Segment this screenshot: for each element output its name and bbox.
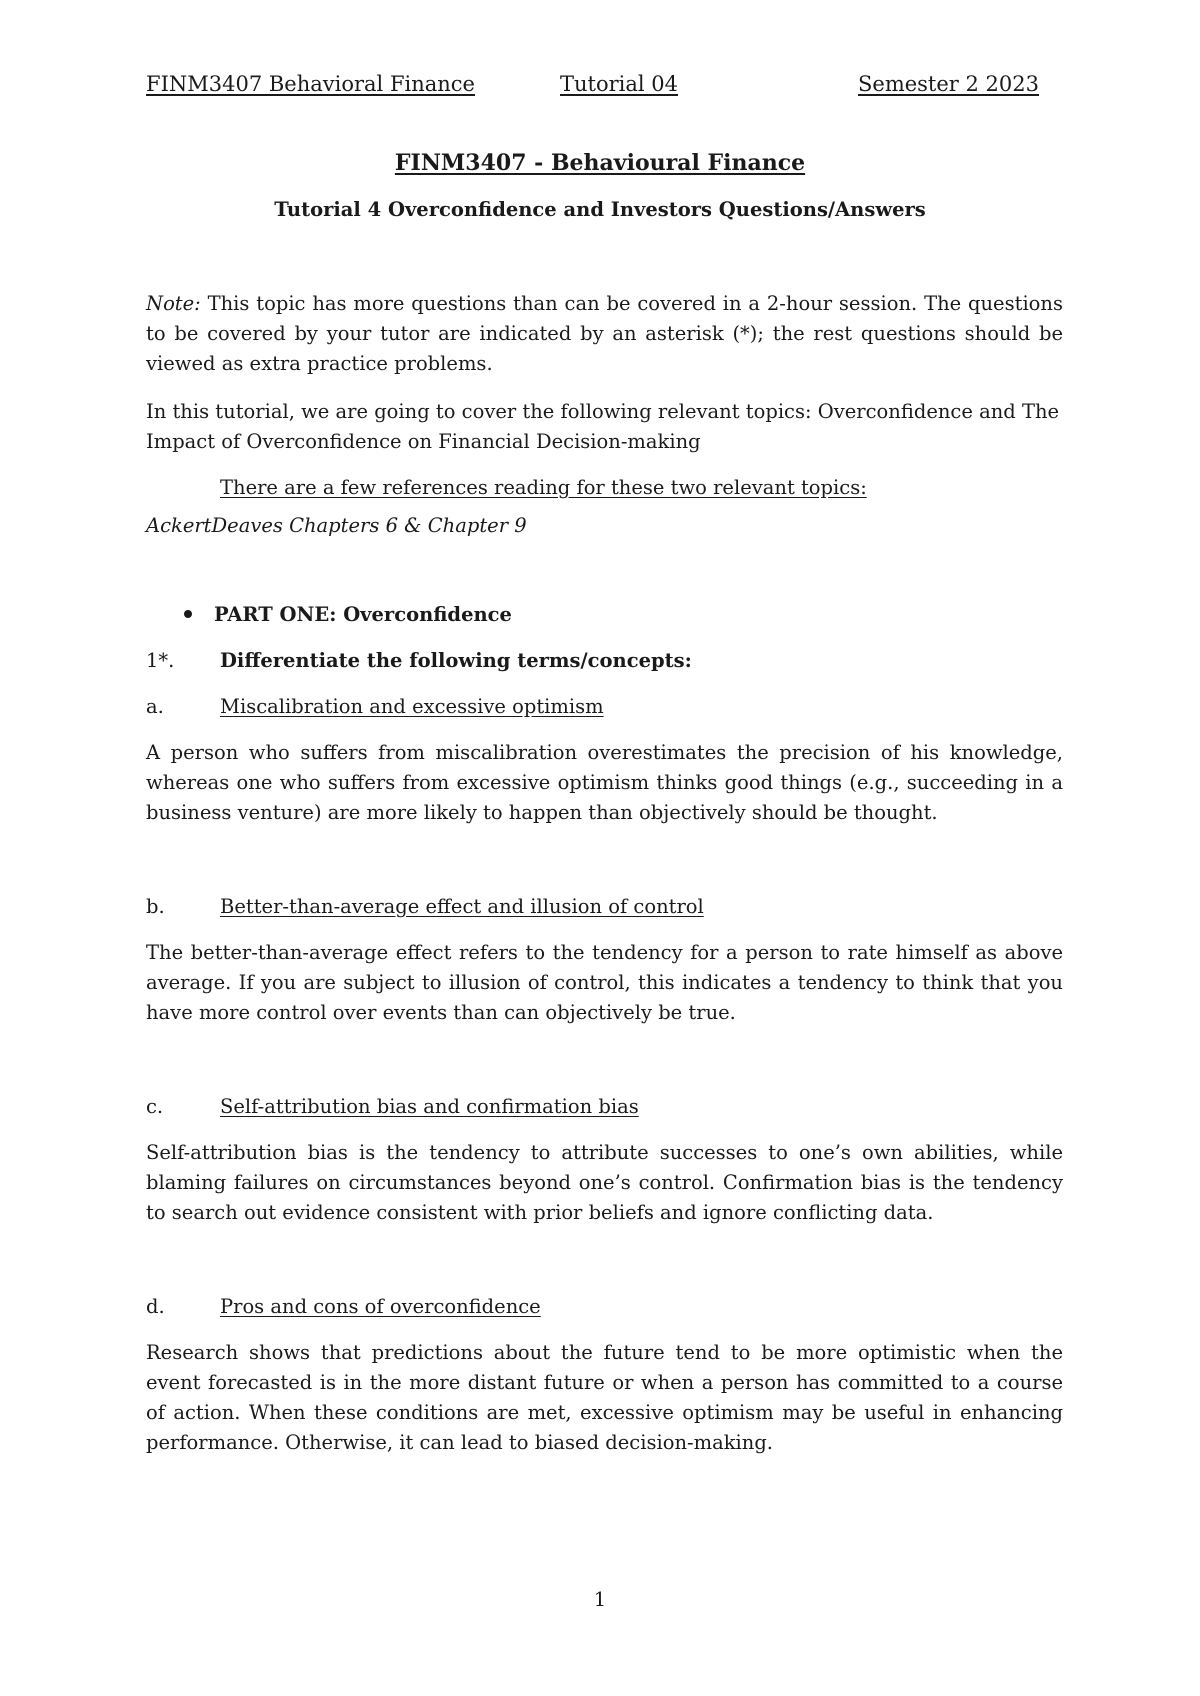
item-b-answer: The better-than-average effect refers to the tendency for a person to rate himself as above average. If you are subject to illusion of control, this indicates a tendency to think that you have more control over events than can objectively be true. bbox=[146, 941, 1063, 1024]
item-d-heading bbox=[146, 1292, 541, 1322]
header-tutorial: Tutorial 04 bbox=[560, 72, 679, 96]
note-paragraph bbox=[146, 289, 1063, 379]
document-title: FINM3407 - Behavioural Finance bbox=[394, 150, 806, 176]
item-heading: Miscalibration and excessive optimism bbox=[220, 695, 604, 718]
item-heading: Self-attribution bias and confirmation bias bbox=[220, 1095, 639, 1118]
item-heading: Better-than-average effect and illusion of control bbox=[220, 895, 704, 918]
item-heading: Pros and cons of overconfidence bbox=[220, 1295, 541, 1318]
question-text: Differentiate the following terms/concepts: bbox=[220, 649, 692, 672]
header-semester: Semester 2 2023 bbox=[858, 72, 1039, 96]
item-letter: d. bbox=[146, 1295, 165, 1318]
page-number: 1 bbox=[593, 1588, 607, 1611]
question-1 bbox=[146, 646, 692, 676]
note-text: This topic has more questions than can be covered in a 2-hour session. The questions to be covered by your tutor are indicated by an asterisk (*); the rest questions should be viewed as extra practice problems. bbox=[146, 292, 1063, 375]
references-line bbox=[146, 473, 1063, 503]
note-label: Note: bbox=[146, 292, 201, 315]
item-letter: a. bbox=[146, 695, 164, 718]
item-b-heading bbox=[146, 892, 704, 922]
references-source: AckertDeaves Chapters 6 & Chapter 9 bbox=[146, 514, 527, 537]
item-d-answer: Research shows that predictions about the future tend to be more optimistic when the event forecasted is in the more distant future or when a person has committed to a course of action. When these conditions are met, excessive optimism may be useful in enhancing performance. Otherwise, it can lead to biased decision-making. bbox=[146, 1341, 1063, 1454]
references-text: There are a few references reading for these two relevant topics: bbox=[220, 476, 867, 499]
item-a-heading bbox=[146, 692, 604, 722]
item-letter: b. bbox=[146, 895, 165, 918]
header-course: FINM3407 Behavioral Finance bbox=[146, 72, 475, 96]
bullet-icon bbox=[184, 610, 192, 618]
part-one-heading bbox=[184, 600, 512, 630]
question-number: 1*. bbox=[146, 649, 175, 672]
intro-paragraph: In this tutorial, we are going to cover the following relevant topics: Overconfidence and The Impact of Overconfidence on Financial Decision-making bbox=[146, 400, 1060, 453]
item-a-answer: A person who suffers from miscalibration overestimates the precision of his knowledge, whereas one who suffers from excessive optimism thinks good things (e.g., succeeding in a business venture) are more likely to happen than objectively should be thought. bbox=[146, 741, 1063, 824]
item-letter: c. bbox=[146, 1095, 164, 1118]
item-c-answer: Self-attribution bias is the tendency to attribute successes to one’s own abilities, while blaming failures on circumstances beyond one’s control. Confirmation bias is the tendency to search out evidence consistent with prior beliefs and ignore conflicting data. bbox=[146, 1141, 1063, 1224]
item-c-heading bbox=[146, 1092, 639, 1122]
document-subtitle: Tutorial 4 Overconfidence and Investors Questions/Answers bbox=[274, 198, 926, 221]
part-one-label: PART ONE: Overconfidence bbox=[214, 603, 512, 626]
